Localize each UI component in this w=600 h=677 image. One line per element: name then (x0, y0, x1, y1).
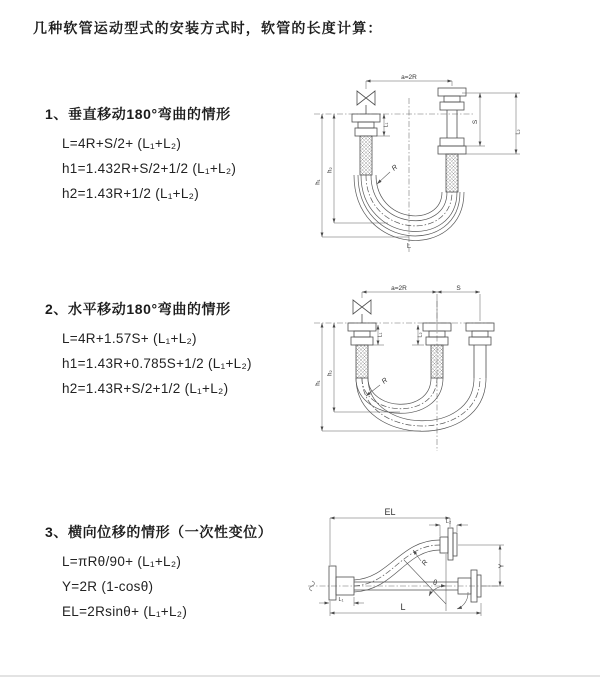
formula-line: h1=1.43R+0.785S+1/2 (L₁+L₂) (62, 356, 252, 371)
dim-label-r: R (420, 558, 430, 568)
dimension-lines (316, 285, 481, 431)
section-3-heading: 3、横向位移的情形（一次性变位） (45, 524, 273, 540)
diagram-vertical-180-bend (310, 72, 555, 257)
dimension-lines (316, 74, 522, 250)
dimension-lines (319, 507, 506, 616)
dim-label-l: L (400, 602, 406, 612)
section-2 (45, 299, 252, 401)
section-3-formulas (62, 549, 272, 624)
formula-line: Y=2R (1-cosθ) (62, 579, 154, 594)
formula-line: L=4R+S/2+ (L₁+L₂) (62, 136, 182, 151)
dim-label-l1: L₁ (377, 332, 384, 338)
diagram-lateral-displacement (300, 498, 595, 650)
section-1-formulas (62, 131, 236, 206)
braid-section (356, 345, 368, 378)
dim-label-a2r: a=2R (401, 74, 417, 81)
formula-line: L=4R+1.57S+ (L₁+L₂) (62, 331, 197, 346)
braid-section (446, 154, 458, 192)
section-1-heading: 1、垂直移动180°弯曲的情形 (45, 106, 231, 122)
angle-construction (404, 554, 468, 611)
braid-section (360, 136, 372, 175)
dim-label-h2: h₂ (327, 370, 334, 376)
section-2-heading: 2、水平移动180°弯曲的情形 (45, 301, 231, 317)
dim-label-s: S (472, 119, 479, 125)
formula-line: EL=2Rsinθ+ (L₁+L₂) (62, 604, 188, 619)
formula-line: h1=1.432R+S/2+1/2 (L₁+L₂) (62, 161, 237, 176)
pipe-assembly (348, 300, 494, 378)
braid-section (431, 345, 443, 378)
dim-label-l1: L₁ (383, 122, 390, 128)
dim-label-r: R (380, 376, 390, 386)
dim-label-s: S (456, 285, 461, 292)
dim-label-l2: L₂ (515, 129, 522, 135)
dim-label-h1: h₁ (315, 179, 322, 185)
section-3 (45, 522, 272, 624)
dim-label-el: EL (384, 507, 396, 517)
section-2-formulas (62, 326, 252, 401)
dim-label-l2: L₂ (417, 332, 424, 338)
dim-label-h1: h₁ (315, 380, 322, 386)
dim-label-y: Y (498, 563, 506, 569)
formula-line: L=πRθ/90+ (L₁+L₂) (62, 554, 182, 569)
dim-label-a2r: a=2R (391, 285, 407, 292)
valve-icon (357, 91, 375, 105)
valve-icon (353, 300, 371, 314)
dim-label-h2: h₂ (327, 167, 334, 173)
dim-label-l: L (406, 241, 412, 250)
centerlines (314, 301, 494, 451)
formula-line: h2=1.43R+S/2+1/2 (L₁+L₂) (62, 381, 229, 396)
hose-bends (356, 378, 486, 431)
page-title: 几种软管运动型式的安装方式时，软管的长度计算： (33, 20, 383, 36)
dim-label-theta: θ (433, 580, 437, 587)
dim-label-l2: L₂ (445, 519, 452, 525)
diagram-horizontal-180-bend (312, 283, 547, 463)
section-1 (45, 104, 236, 206)
dim-label-l1: L₁ (338, 597, 344, 603)
formula-line: h2=1.43R+1/2 (L₁+L₂) (62, 186, 200, 201)
dim-label-r: R (390, 163, 400, 173)
